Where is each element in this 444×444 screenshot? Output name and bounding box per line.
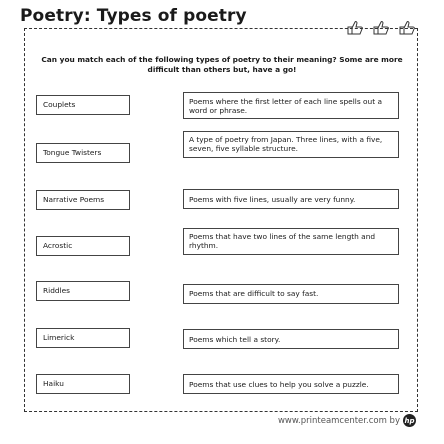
term-box-riddles: Riddles: [36, 281, 130, 301]
worksheet-border: [24, 28, 418, 412]
term-box-acrostic: Acrostic: [36, 236, 130, 256]
meaning-box: Poems where the first letter of each line spells out a word or phrase.: [183, 92, 399, 119]
meaning-box: Poems that have two lines of the same length and rhythm.: [183, 228, 399, 255]
meaning-box: Poems which tell a story.: [183, 329, 399, 349]
instructions: Can you match each of the following types of poetry to their meaning? Some are more difficult than others but, have a go!: [41, 55, 403, 74]
footer-credit: [278, 414, 416, 427]
term-box-narrative-poems: Narrative Poems: [36, 190, 130, 210]
meaning-box: Poems that use clues to help you solve a puzzle.: [183, 374, 399, 394]
meaning-box: A type of poetry from Japan. Three lines, with a five, seven, five syllable structure.: [183, 131, 399, 158]
term-box-limerick: Limerick: [36, 328, 130, 348]
meaning-box: Poems that are difficult to say fast.: [183, 284, 399, 304]
term-box-tongue-twisters: Tongue Twisters: [36, 143, 130, 163]
footer-site: www.printeamcenter.com by: [277, 415, 400, 426]
term-box-couplets: Couplets: [36, 95, 130, 115]
hp-logo-icon: hp: [403, 414, 416, 427]
meaning-box: Poems with five lines, usually are very funny.: [183, 189, 399, 209]
term-box-haiku: Haiku: [36, 374, 130, 394]
page-title: Poetry: Types of poetry: [20, 6, 247, 26]
